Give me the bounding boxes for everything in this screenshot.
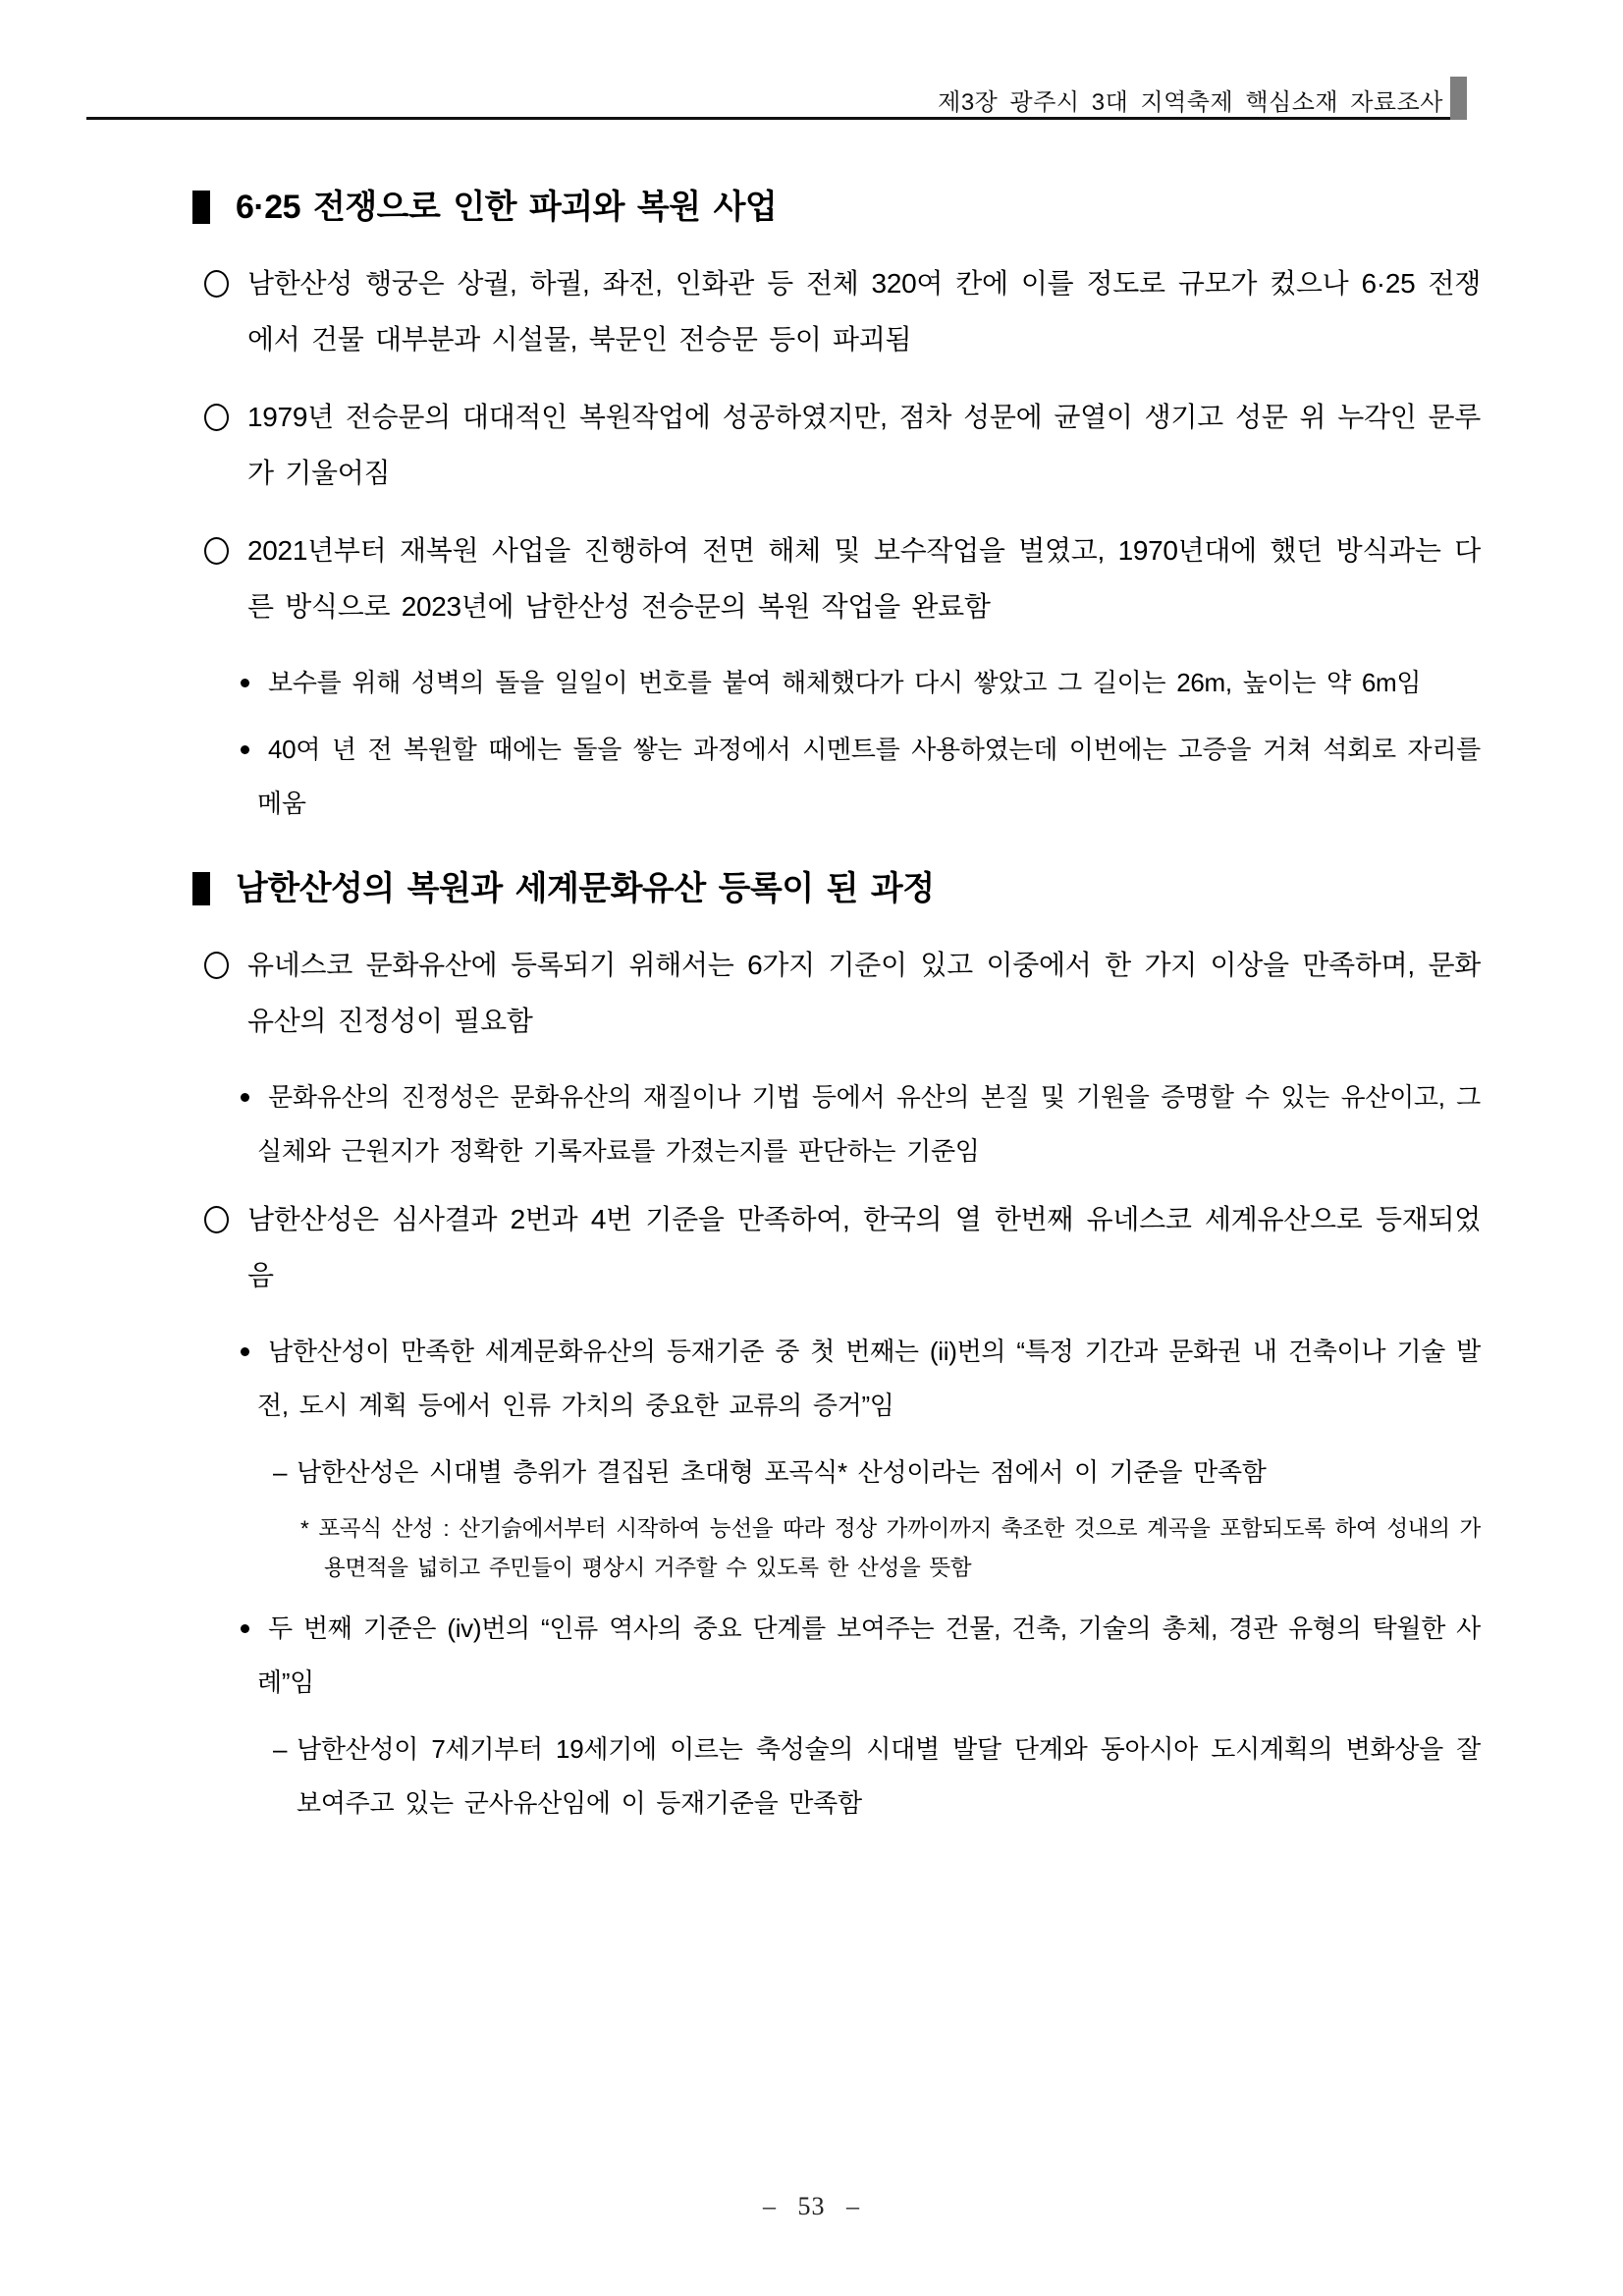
- circle-bullet-icon: [204, 537, 229, 565]
- list-item-text: 남한산성은 시대별 층위가 결집된 초대형 포곡식* 산성이라는 점에서 이 기준을 만족함: [297, 1457, 1267, 1487]
- list-item-text: 남한산성이 7세기부터 19세기에 이르는 축성술의 시대별 발달 단계와 동아시아 도시계획의 변화상을 잘 보여주고 있는 군사유산임에 이 등재기준을 만족함: [297, 1734, 1481, 1818]
- list-item-text: 1979년 전승문의 대대적인 복원작업에 성공하였지만, 점차 성문에 균열이 생기고 성문 위 누각인 문루가 기울어짐: [247, 402, 1481, 488]
- list-item-text: 문화유산의 진정성은 문화유산의 재질이나 기법 등에서 유산의 본질 및 기원을 증명할 수 있는 유산이고, 그 실체와 근원지가 정확한 기록자료를 가졌는지를 판단하는 기준임: [257, 1082, 1481, 1166]
- list-item-text: 2021년부터 재복원 사업을 진행하여 전면 해체 및 보수작업을 벌였고, 1970년대에 했던 방식과는 다른 방식으로 2023년에 남한산성 전승문의 복원 작업을 완료함: [247, 535, 1481, 622]
- list-item-text: 유네스코 문화유산에 등록되기 위해서는 6가지 기준이 있고 이중에서 한 가지 이상을 만족하며, 문화유산의 진정성이 필요함: [247, 950, 1481, 1036]
- sub-list-item: [192, 723, 1481, 831]
- running-header-title: 제3장 광주시 3대 지역축제 핵심소재 자료조사: [938, 89, 1443, 116]
- sub-sub-list-item: [192, 1722, 1481, 1831]
- circle-bullet-icon: [204, 952, 229, 979]
- section-heading-text: 6·25 전쟁으로 인한 파괴와 복원 사업: [236, 189, 778, 226]
- list-item-text: 보수를 위해 성벽의 돌을 일일이 번호를 붙여 해체했다가 다시 쌓았고 그 길이는 26m, 높이는 약 6m임: [268, 668, 1422, 697]
- dot-bullet-icon: [241, 1093, 249, 1102]
- dot-bullet-icon: [241, 745, 249, 754]
- list-item: [192, 389, 1481, 501]
- list-item: [192, 1191, 1481, 1303]
- section-heading-text: 남한산성의 복원과 세계문화유산 등록이 된 과정: [236, 870, 935, 907]
- list-item: [192, 937, 1481, 1049]
- section-heading: [192, 866, 1481, 911]
- circle-bullet-icon: [204, 270, 229, 298]
- list-item-text: 남한산성이 만족한 세계문화유산의 등재기준 중 첫 번째는 (ii)번의 “특정 기간과 문화권 내 건축이나 기술 발전, 도시 계획 등에서 인류 가치의 중요한 교류의 증거”임: [257, 1337, 1481, 1420]
- page-number: – 53 –: [763, 2192, 860, 2220]
- dot-bullet-icon: [241, 679, 249, 687]
- footnote-text: * 포곡식 산성 : 산기슭에서부터 시작하여 능선을 따라 정상 가까이까지 축조한 것으로 계곡을 포함되도록 하여 성내의 가용면적을 넓히고 주민들이 평상시 거주할 수 있도록 한 산성을 뜻함: [300, 1516, 1481, 1580]
- page-content: [192, 119, 1481, 1840]
- square-bullet-icon: [192, 191, 210, 224]
- sub-list-item: [192, 1070, 1481, 1178]
- dot-bullet-icon: [241, 1347, 249, 1356]
- sub-list-item: [192, 1325, 1481, 1433]
- list-item: [192, 522, 1481, 634]
- sub-list-item: [192, 656, 1481, 710]
- sub-sub-list-item: [192, 1446, 1481, 1500]
- list-item-text: 40여 년 전 복원할 때에는 돌을 쌓는 과정에서 시멘트를 사용하였는데 이번에는 고증을 거쳐 석회로 자리를 메움: [257, 735, 1481, 818]
- footnote: [192, 1509, 1481, 1588]
- list-item-text: 남한산성 행궁은 상궐, 하궐, 좌전, 인화관 등 전체 320여 칸에 이를 정도로 규모가 컸으나 6·25 전쟁에서 건물 대부분과 시설물, 북문인 전승문 등이 파괴됨: [247, 268, 1481, 355]
- header-accent-bar: [1450, 77, 1467, 120]
- circle-bullet-icon: [204, 404, 229, 431]
- section-war-damage-restoration: [192, 185, 1481, 831]
- section-heading: [192, 185, 1481, 230]
- list-item: [192, 255, 1481, 367]
- list-item-text: 두 번째 기준은 (iv)번의 “인류 역사의 중요 단계를 보여주는 건물, 건축, 기술의 총체, 경관 유형의 탁월한 사례”임: [257, 1613, 1481, 1697]
- dash-bullet-icon: –: [273, 1734, 288, 1764]
- section-unesco-registration: [192, 866, 1481, 1831]
- dash-bullet-icon: –: [273, 1457, 288, 1487]
- dot-bullet-icon: [241, 1624, 249, 1633]
- circle-bullet-icon: [204, 1206, 229, 1233]
- sub-list-item: [192, 1602, 1481, 1710]
- list-item-text: 남한산성은 심사결과 2번과 4번 기준을 만족하여, 한국의 열 한번째 유네스코 세계유산으로 등재되었음: [247, 1204, 1481, 1290]
- square-bullet-icon: [192, 872, 210, 905]
